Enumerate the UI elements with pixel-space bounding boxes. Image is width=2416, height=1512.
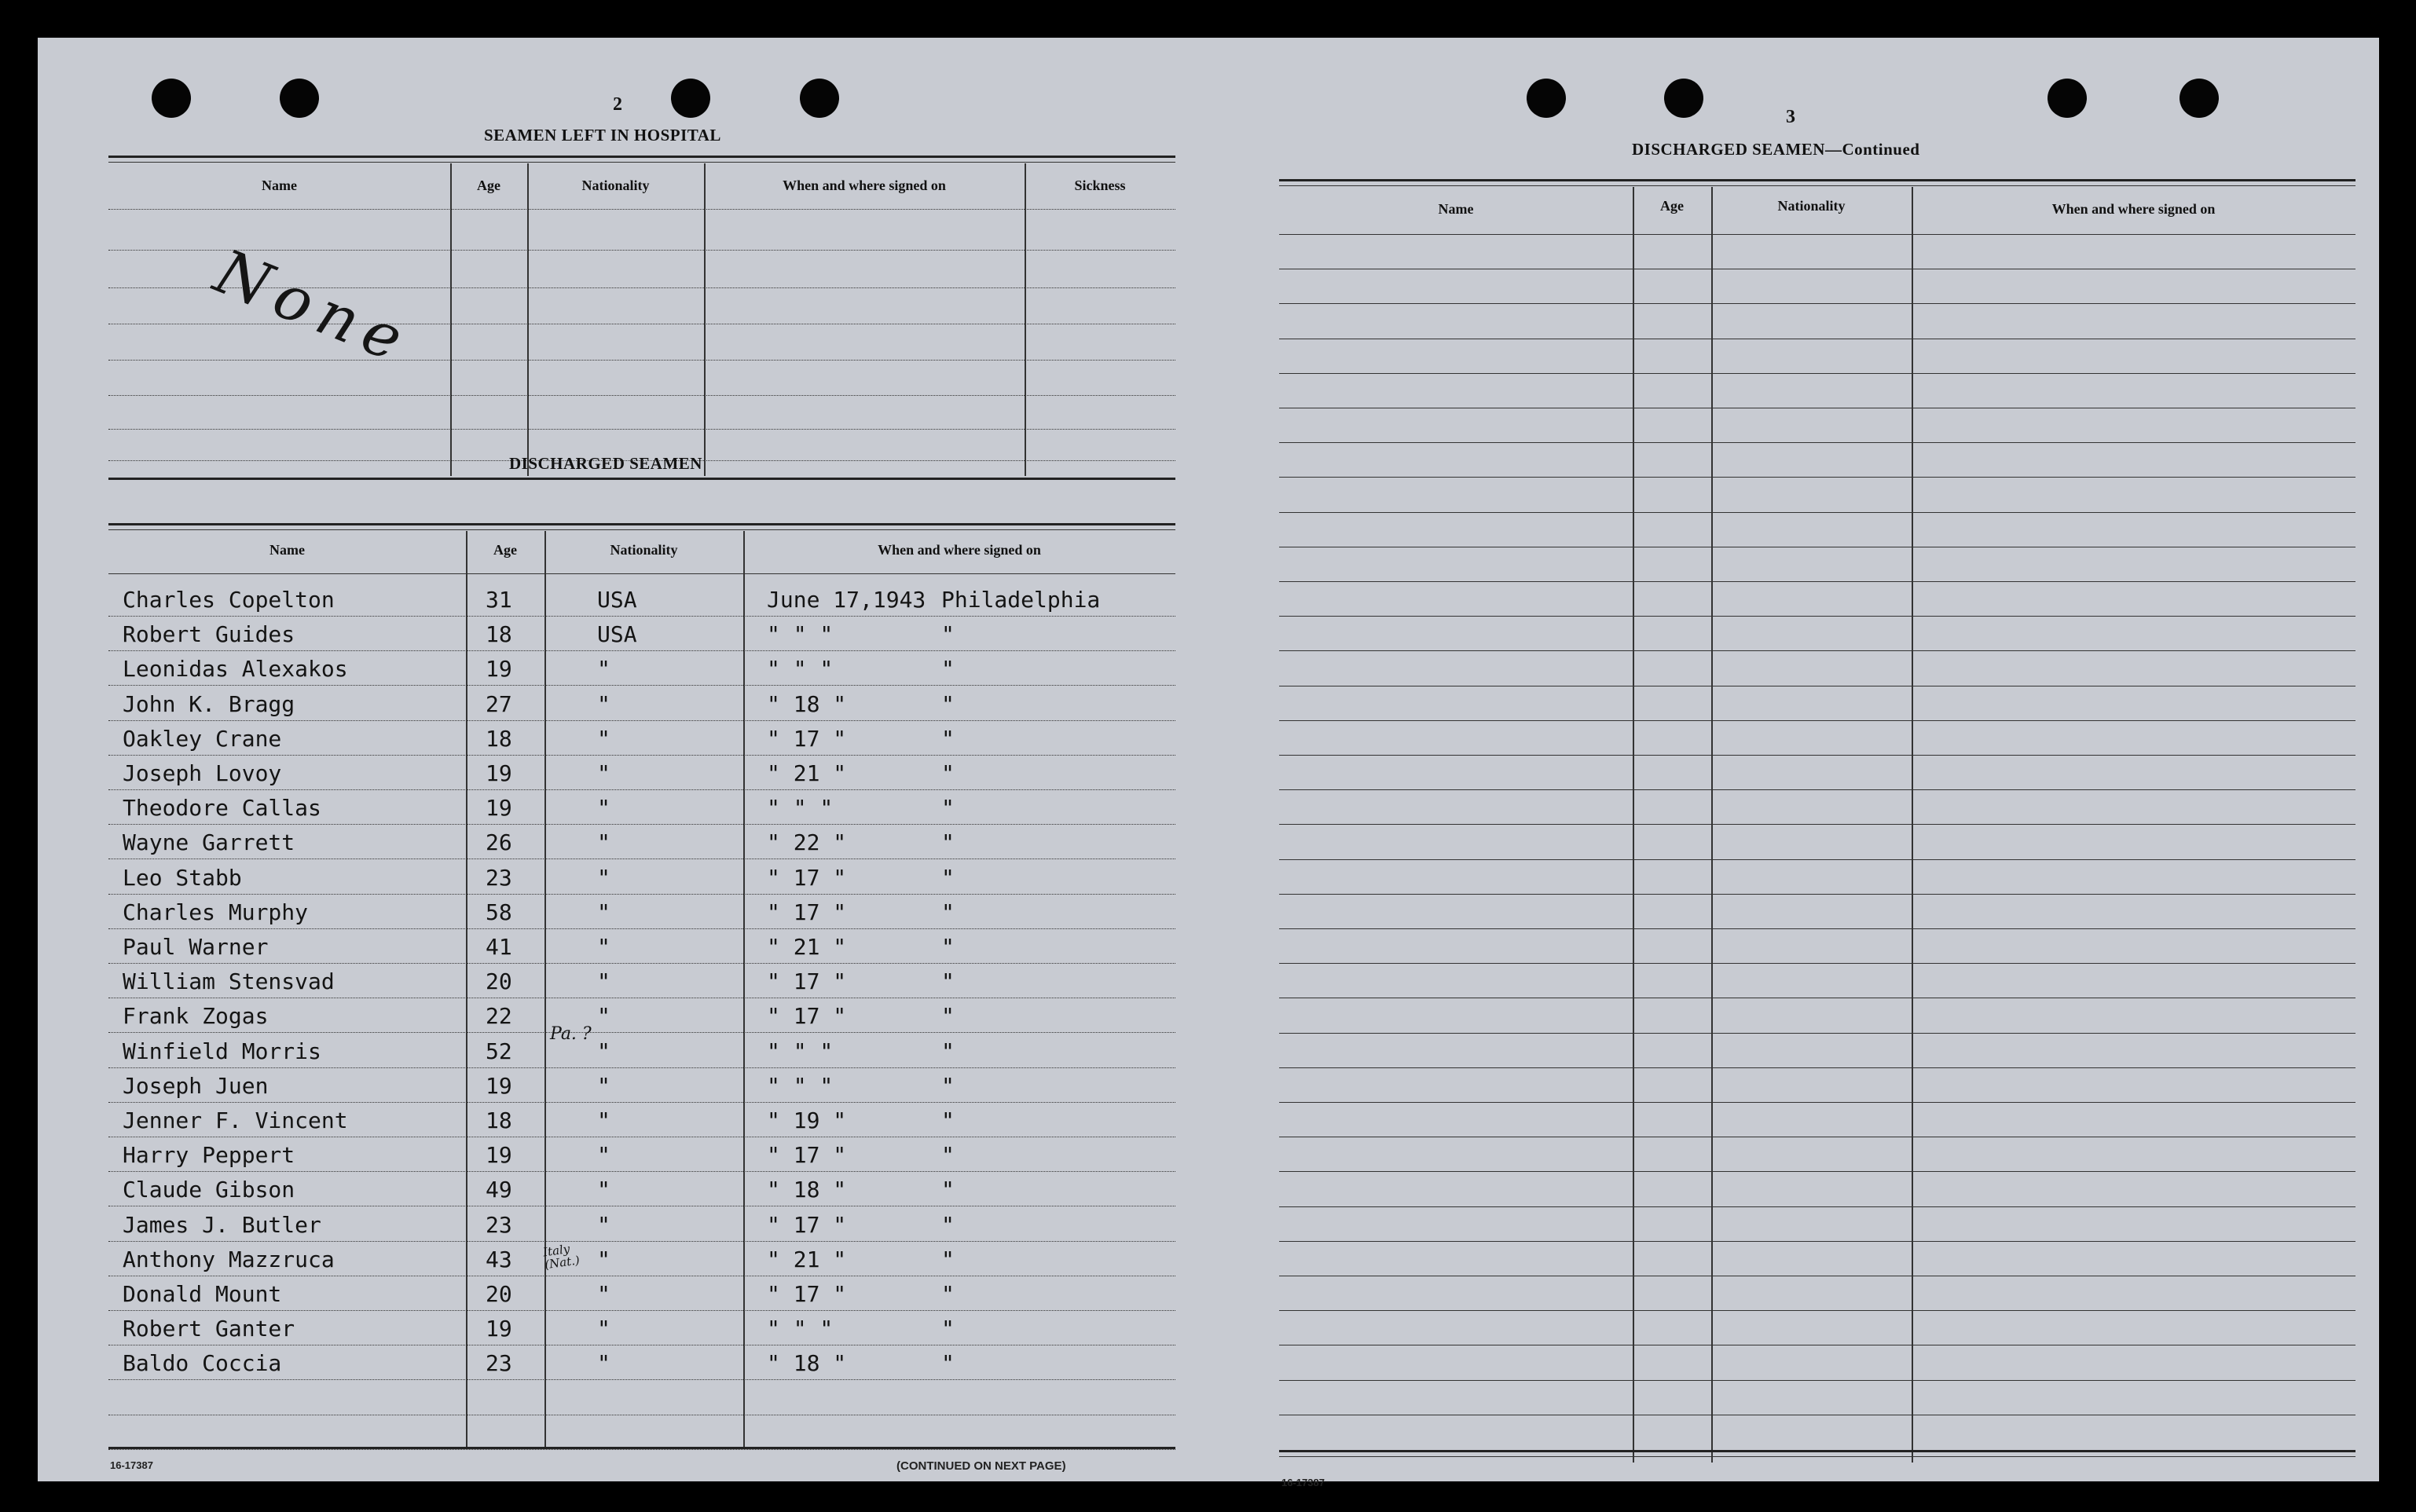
seaman-age: 19 [486,1316,512,1342]
seaman-nationality: " [597,1073,610,1099]
seaman-nationality: " [597,1142,610,1168]
seaman-nationality: " [597,829,610,855]
annotation-morris: Pa. ? [550,1024,592,1044]
table-row [38,1313,1228,1345]
rule [1279,442,2356,443]
seaman-nationality: " [597,899,610,925]
continued-title: DISCHARGED SEAMEN—Continued [1632,140,1920,159]
table-row [38,619,1228,650]
discharged-col-age: Age [493,542,517,558]
continued-note: (CONTINUED ON NEXT PAGE) [896,1459,1066,1473]
table-row [38,1174,1228,1206]
seaman-nationality: " [597,726,610,752]
rule [108,963,1175,964]
rule [1279,477,2356,478]
seaman-nationality: " [597,1247,610,1272]
seaman-nationality: " [597,795,610,821]
signed-on-place: Philadelphia [941,587,1101,613]
seaman-nationality: " [597,760,610,786]
seaman-nationality: " [597,1212,610,1238]
signed-on-date: " 21 " [767,760,847,786]
rule [1279,928,2356,929]
rule [108,1067,1175,1068]
rule [108,720,1175,721]
seaman-nationality: " [597,1350,610,1376]
table-row [38,897,1228,928]
signed-on-place: " [941,968,955,994]
seaman-name: Donald Mount [123,1281,282,1307]
signed-on-date: " " " [767,1038,834,1064]
table-row [38,1036,1228,1067]
seaman-nationality: " [597,1038,610,1064]
seaman-name: Joseph Juen [123,1073,269,1099]
discharged-col-nationality: Nationality [610,542,678,558]
seaman-name: Leonidas Alexakos [123,656,348,682]
rule [108,894,1175,895]
form-number: 16-17387 [110,1459,153,1471]
seaman-age: 43 [486,1247,512,1272]
seaman-age: 27 [486,691,512,717]
seaman-age: 26 [486,829,512,855]
signed-on-place: " [941,1316,955,1342]
hospital-col-sickness: Sickness [1074,178,1126,193]
signed-on-date: " " " [767,621,834,647]
seaman-nationality: " [597,968,610,994]
signed-on-date: " " " [767,1073,834,1099]
hospital-col-name: Name [262,178,297,193]
signed-on-date: " 21 " [767,1247,847,1272]
rule [1279,1033,2356,1034]
page-number: 2 [613,94,622,115]
signed-on-place: " [941,1212,955,1238]
signed-on-date: " 17 " [767,865,847,891]
table-row [38,932,1228,963]
table-row [38,793,1228,824]
signed-on-date: " " " [767,1316,834,1342]
signed-on-date: " " " [767,656,834,682]
seaman-name: Joseph Lovoy [123,760,282,786]
discharged-rows [38,38,1228,1481]
signed-on-place: " [941,1350,955,1376]
rule [1279,303,2356,304]
seaman-name: Winfield Morris [123,1038,321,1064]
table-row [38,584,1228,616]
seaman-name: Charles Murphy [123,899,309,925]
seaman-nationality: " [597,1316,610,1342]
seaman-age: 23 [486,1350,512,1376]
rule [1279,1241,2356,1242]
seaman-age: 18 [486,726,512,752]
right-col-nationality: Nationality [1777,198,1846,214]
rule [1279,234,2356,235]
hospital-col-nationality: Nationality [581,178,650,193]
seaman-age: 18 [486,621,512,647]
rule [1279,1102,2356,1103]
seaman-name: Wayne Garrett [123,829,295,855]
right-col-name: Name [1438,201,1474,217]
seaman-age: 58 [486,899,512,925]
seaman-name: Anthony Mazzruca [123,1247,335,1272]
signed-on-place: " [941,1038,955,1064]
signed-on-date: " 21 " [767,934,847,960]
table-row [38,1244,1228,1276]
discharged-col-signed: When and where signed on [878,542,1041,558]
table-row [38,1140,1228,1171]
seaman-nationality: " [597,1281,610,1307]
seaman-name: Paul Warner [123,934,269,960]
seaman-name: Jenner F. Vincent [123,1107,348,1133]
rule [1279,894,2356,895]
signed-on-date: " 22 " [767,829,847,855]
annotation-mazzruca: Italy (Nat.) [541,1241,581,1272]
hospital-col-age: Age [477,178,500,193]
signed-on-date: " 18 " [767,691,847,717]
signed-on-place: " [941,1177,955,1203]
seaman-age: 19 [486,795,512,821]
hospital-title: SEAMEN LEFT IN HOSPITAL [484,126,721,145]
rule [108,685,1175,686]
rule [1279,1456,2356,1457]
seaman-name: Baldo Coccia [123,1350,282,1376]
seaman-name: Charles Copelton [123,587,335,613]
rule [1279,720,2356,721]
table-row [38,1001,1228,1032]
seaman-age: 19 [486,760,512,786]
signed-on-date: " 18 " [767,1350,847,1376]
seaman-nationality: " [597,1003,610,1029]
discharged-title: DISCHARGED SEAMEN [509,454,702,473]
seaman-age: 20 [486,1281,512,1307]
discharged-col-name: Name [269,542,305,558]
signed-on-place: " [941,656,955,682]
seaman-nationality: " [597,865,610,891]
rule [1279,755,2356,756]
seaman-age: 20 [486,968,512,994]
seaman-age: 18 [486,1107,512,1133]
page-number: 3 [1786,107,1795,127]
seaman-nationality: " [597,656,610,682]
signed-on-place: " [941,1107,955,1133]
signed-on-date: " 18 " [767,1177,847,1203]
table-row [38,723,1228,755]
seaman-name: James J. Butler [123,1212,321,1238]
signed-on-date: " 17 " [767,726,847,752]
seaman-age: 23 [486,1212,512,1238]
rule [108,616,1175,617]
right-col-signed: When and where signed on [2051,201,2216,217]
table-row [38,862,1228,894]
rule [1279,1206,2356,1207]
seaman-age: 31 [486,587,512,613]
rule [108,1449,1175,1450]
signed-on-date: " " " [767,795,834,821]
table-row [38,966,1228,998]
rule [108,1102,1175,1103]
signed-on-place: " [941,1003,955,1029]
seaman-name: John K. Bragg [123,691,295,717]
rule [1279,1310,2356,1311]
seaman-name: Oakley Crane [123,726,282,752]
rule [1279,963,2356,964]
seaman-nationality: " [597,934,610,960]
signed-on-place: " [941,1247,955,1272]
signed-on-date: " 19 " [767,1107,847,1133]
seaman-age: 41 [486,934,512,960]
rule [1279,616,2356,617]
signed-on-place: " [941,726,955,752]
seaman-age: 19 [486,1073,512,1099]
seaman-name: Claude Gibson [123,1177,295,1203]
rule [108,755,1175,756]
seaman-name: Theodore Callas [123,795,321,821]
signed-on-date: June 17,1943 [767,587,926,613]
rule [1279,1171,2356,1172]
seaman-name: Robert Ganter [123,1316,295,1342]
handwritten-none: None [205,236,421,379]
rule [108,789,1175,790]
signed-on-place: " [941,621,955,647]
signed-on-place: " [941,760,955,786]
rule [1279,789,2356,790]
left-page [38,38,1228,1481]
table-row [38,758,1228,789]
rule [1279,1450,2356,1452]
seaman-name: Leo Stabb [123,865,242,891]
right-col-age: Age [1660,198,1684,214]
rule [1279,373,2356,374]
seaman-nationality: " [597,1107,610,1133]
right-rules [1228,38,2379,1481]
rule [108,1379,1175,1380]
signed-on-place: " [941,1142,955,1168]
rule [108,1447,1175,1449]
signed-on-place: " [941,691,955,717]
signed-on-date: " 17 " [767,1281,847,1307]
right-page [1228,38,2379,1488]
seaman-age: 49 [486,1177,512,1203]
seaman-name: William Stensvad [123,968,335,994]
seaman-nationality: USA [597,587,637,613]
rule [1279,824,2356,825]
rule [108,1032,1175,1033]
seaman-name: Frank Zogas [123,1003,269,1029]
seaman-nationality: " [597,691,610,717]
signed-on-place: " [941,829,955,855]
rule [1279,1067,2356,1068]
signed-on-place: " [941,1073,955,1099]
table-row [38,653,1228,685]
table-row [38,1279,1228,1310]
table-row [38,689,1228,720]
rule [108,928,1175,929]
rule [108,1310,1175,1311]
rule [1279,1380,2356,1381]
seaman-nationality: " [597,1177,610,1203]
signed-on-place: " [941,795,955,821]
rule [1279,650,2356,651]
table-row [38,1210,1228,1241]
seaman-name: Robert Guides [123,621,295,647]
seaman-name: Harry Peppert [123,1142,295,1168]
signed-on-place: " [941,934,955,960]
signed-on-date: " 17 " [767,1212,847,1238]
seaman-nationality: USA [597,621,637,647]
hospital-col-signed: When and where signed on [783,178,946,193]
signed-on-place: " [941,1281,955,1307]
signed-on-date: " 17 " [767,899,847,925]
table-row [38,1348,1228,1379]
seaman-age: 22 [486,1003,512,1029]
seaman-age: 19 [486,656,512,682]
table-row [38,827,1228,859]
rule [108,1241,1175,1242]
seaman-age: 52 [486,1038,512,1064]
signed-on-date: " 17 " [767,1142,847,1168]
rule [108,824,1175,825]
signed-on-date: " 17 " [767,968,847,994]
rule [1279,512,2356,513]
table-row [38,1071,1228,1102]
signed-on-place: " [941,865,955,891]
signed-on-date: " 17 " [767,1003,847,1029]
rule [108,1171,1175,1172]
rule [1279,581,2356,582]
seaman-age: 23 [486,865,512,891]
form-number: 16-17387 [1281,1477,1325,1488]
seaman-age: 19 [486,1142,512,1168]
table-row [38,1105,1228,1137]
signed-on-place: " [941,899,955,925]
rule [108,650,1175,651]
rule [1279,859,2356,860]
